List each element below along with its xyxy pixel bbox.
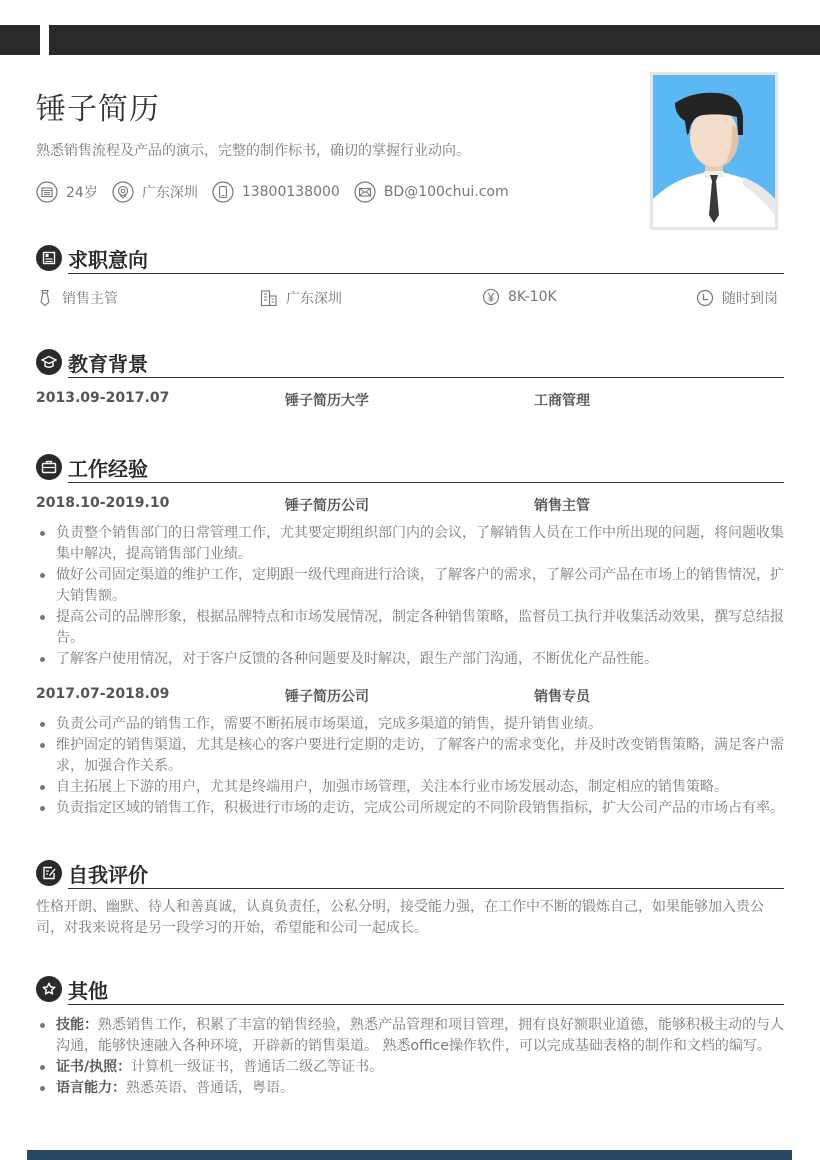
contact-info [36,180,523,204]
section-divider [68,377,784,378]
section-header [36,859,784,891]
briefcase-icon [36,454,62,480]
job-header [36,495,784,517]
job-period: 2017.07-2018.09 [36,686,170,702]
duty-item: 做好公司固定渠道的维护工作，定期跟一级代理商进行洽谈，了解客户的需求，了解公司产品在市场上的销售情况，扩大销售额。 [36,565,784,607]
duty-item: 自主拓展上下游的用户，尤其是终端用户，加强市场管理，关注本行业市场发展动态，制定相应的销售策略。 [36,777,784,798]
job-role: 销售专员 [534,689,590,705]
section-divider [68,1004,784,1005]
section-title: 其他 [68,979,108,1003]
clock-icon [696,289,714,307]
bottom-bar [27,1150,792,1160]
job-period: 2018.10-2019.10 [36,495,170,511]
section-header [36,453,784,485]
tie-icon [36,289,54,307]
phone-value: 13800138000 [241,184,340,200]
other-item-skills [36,1015,784,1057]
other-item-label: 证书/执照： [56,1059,132,1075]
section-education [36,348,784,412]
intent-city-value: 广东深圳 [286,291,342,307]
job-company: 锤子简历公司 [285,689,369,705]
contact-age [36,181,98,203]
section-header [36,975,784,1007]
star-icon [36,976,62,1002]
top-bar-left [0,25,40,55]
contact-location [112,181,198,203]
location-icon [112,181,134,203]
education-period: 2013.09-2017.07 [36,390,170,406]
tagline: 熟悉销售流程及产品的演示，完整的制作标书，确切的掌握行业动向。 [36,143,470,159]
top-bar-right [49,25,820,55]
section-header [36,348,784,380]
age-value: 24岁 [66,185,98,201]
section-title: 工作经验 [68,457,148,481]
other-item-label: 技能： [56,1017,98,1033]
resume-name: 锤子简历 [36,92,160,127]
avatar-illustration [653,75,775,227]
section-job-intent [36,244,784,314]
duty-item: 维护固定的销售渠道，尤其是核心的客户要进行定期的走访，了解客户的需求变化，并及时改变销售策略，满足客户需求，加强合作关系。 [36,735,784,777]
duty-item: 提高公司的品牌形象，根据品牌特点和市场发展情况，制定各种销售策略，监督员工执行并收集活动效果，撰写总结报告。 [36,607,784,649]
other-item-text: 熟悉销售工作，积累了丰富的销售经验，熟悉产品管理和项目管理，拥有良好额职业道德，能够积极主动的与人沟通，能够快速融入各种环境，开辟新的销售渠道。 熟悉office操作软件，可以完成基础表格的制作和文档的编写。 [56,1017,784,1054]
section-title: 自我评价 [68,863,148,887]
duty-item: 负责公司产品的销售工作，需要不断拓展市场渠道，完成多渠道的销售，提升销售业绩。 [36,714,784,735]
intent-city [260,288,342,308]
intent-salary-value: 8K-10K [508,289,557,305]
contact-phone [212,181,340,203]
section-title: 求职意向 [68,248,148,272]
section-title: 教育背景 [68,352,148,376]
section-self-evaluation [36,859,784,939]
job-duties [36,523,784,670]
edit-note-icon [36,860,62,886]
graduation-cap-icon [36,349,62,375]
self-evaluation-text: 性格开朗、幽默、待人和善真诚，认真负责任，公私分明，接受能力强，在工作中不断的锻炼自己，如果能够加入贵公司，对我来说将是另一段学习的开始，希望能和公司一起成长。 [36,899,764,936]
duty-item: 了解客户使用情况，对于客户反馈的各种问题要及时解决，跟生产部门沟通，不断优化产品性能。 [36,649,784,670]
intent-position-value: 销售主管 [62,291,118,307]
other-item-languages [36,1078,784,1099]
phone-icon [212,181,234,203]
job-duties [36,714,784,819]
education-major: 工商管理 [534,393,590,409]
education-entry [36,390,784,412]
intent-availability-value: 随时到岗 [722,291,778,307]
intent-availability [696,288,778,308]
section-divider [68,482,784,483]
resume-card-icon [36,245,62,271]
section-divider [68,273,784,274]
profile-photo [650,72,778,230]
other-item-text: 熟悉英语、普通话，粤语。 [126,1080,294,1096]
section-work [36,453,784,819]
intent-position [36,288,118,308]
intent-row [36,288,784,314]
building-icon [260,289,278,307]
other-item-text: 计算机一级证书，普通话二级乙等证书。 [131,1059,384,1075]
calendar-icon [36,181,58,203]
contact-email [354,181,509,203]
section-divider [68,888,784,889]
section-other [36,975,784,1099]
job-company: 锤子简历公司 [285,498,369,514]
mail-icon [354,181,376,203]
email-value: BD@100chui.com [383,184,509,200]
education-school: 锤子简历大学 [285,393,369,409]
intent-salary [482,288,557,306]
duty-item: 负责整个销售部门的日常管理工作，尤其要定期组织部门内的会议，了解销售人员在工作中所出现的问题，将问题收集集中解决，提高销售部门业绩。 [36,523,784,565]
location-value: 广东深圳 [141,185,198,201]
job-header [36,686,784,708]
section-header [36,244,784,276]
duty-item: 负责指定区域的销售工作，积极进行市场的走访，完成公司所规定的不同阶段销售指标，扩大公司产品的市场占有率。 [36,798,784,819]
other-item-label: 语言能力： [56,1080,126,1096]
other-item-certificates [36,1057,784,1078]
yen-icon [482,288,500,306]
job-role: 销售主管 [534,498,590,514]
other-list [36,1015,784,1099]
